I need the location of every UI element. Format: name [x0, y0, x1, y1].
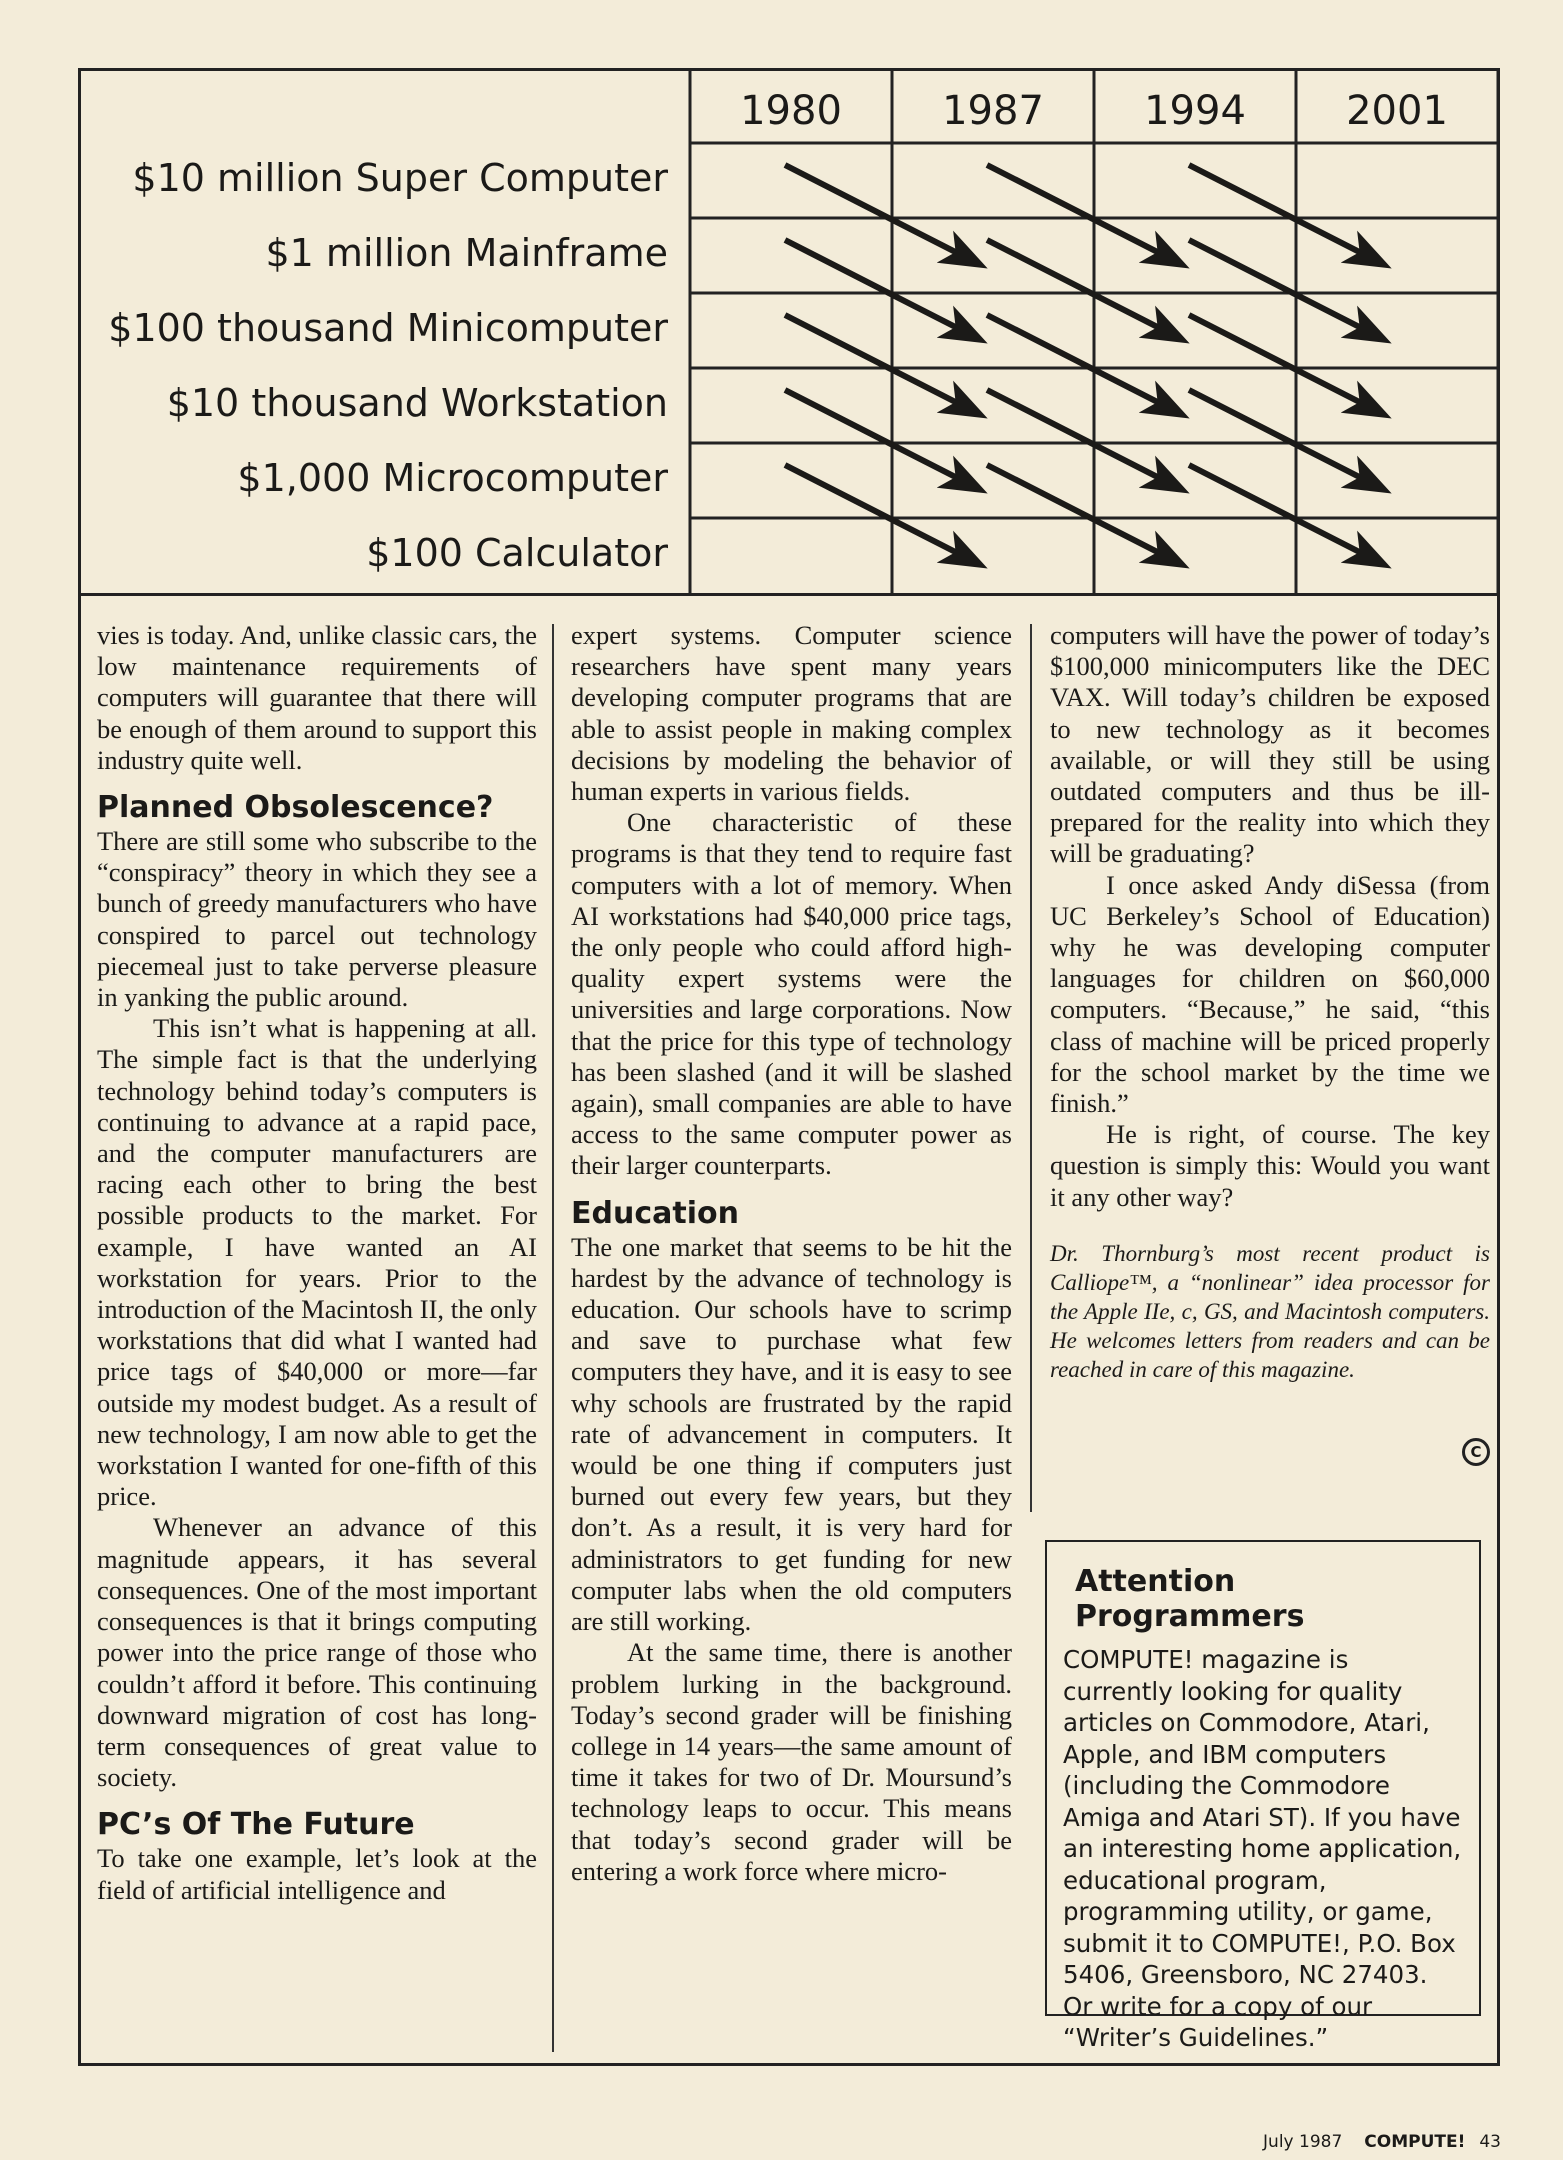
heading-education: Education — [571, 1195, 739, 1231]
paragraph: At the same time, there is another problem lurking in the background. Today’s second grader will be finishing college in 14 years—the same amount of time it takes for two of Dr. Moursund’s technology leaps to occur. This means that today’s second grader will be entering a work force where micro- — [571, 1637, 1012, 1886]
magazine-name: COMPUTE! — [1364, 2132, 1466, 2152]
author-bio: Dr. Thornburg’s most recent product is Calliope™, a “nonlinear” idea processor for the Apple IIe, c, GS, and Macintosh computers. He welcomes letters from readers and can be reached in care of this magazine. — [1050, 1240, 1490, 1382]
row-label: $10 million Super Computer — [132, 156, 668, 200]
paragraph: Whenever an advance of this magnitude appears, it has several consequences. One of the most important consequences is that it brings computing power into the price range of those who couldn’t afford it before. This continuing downward migration of cost has long-term consequences of great value to society. — [97, 1512, 537, 1793]
year-label: 2001 — [1346, 88, 1448, 134]
migration-arrow — [1189, 165, 1381, 263]
column-2 — [571, 620, 1012, 1887]
column-3 — [1050, 620, 1490, 1384]
row-label: $100 Calculator — [366, 531, 668, 575]
row-label: $10 thousand Workstation — [166, 381, 668, 425]
paragraph: computers will have the power of today’s $100,000 minicomputers like the DEC VAX. Will today’s children be exposed to new technology as it becomes available, or will they still be using outdated computers and thus be ill-prepared for the reality into which they will be graduating? — [1050, 620, 1490, 869]
migration-arrow — [1189, 315, 1381, 413]
paragraph: The one market that seems to be hit the hardest by the advance of technology is education. Our schools have to scrimp and save to purchase what few computers they have, and it is easy to see why schools are frustrated by the rapid rate of advancement in computers. It would be one thing if computers just burned out every few years, but they don’t. As a result, it is very hard for administrators to get funding for new computer labs when the old computers are still working. — [571, 1231, 1012, 1637]
migration-arrow — [987, 390, 1179, 488]
migration-arrow — [785, 165, 977, 263]
row-label: $1 million Mainframe — [265, 231, 668, 275]
paragraph: There are still some who subscribe to the “conspiracy” theory in which they see a bunch of greedy manufacturers who have conspired to parcel out technology piecemeal just to take perverse pleasure in yanking the public around. — [97, 826, 537, 1013]
paragraph: One characteristic of these programs is that they tend to require fast computers with a lot of memory. When AI workstations had $40,000 price tags, the only people who could afford high-quality expert systems were the universities and large corporations. Now that the price for this type of technology has been slashed (and it will be slashed again), small companies are able to have access to the same computer power as their larger counterparts. — [571, 807, 1012, 1181]
migration-arrow — [1189, 390, 1381, 488]
column-rule — [552, 624, 554, 2052]
end-mark-icon: C — [1462, 1438, 1490, 1466]
paragraph: He is right, of course. The key question is simply this: Would you want it any other way? — [1050, 1119, 1490, 1212]
paragraph: This isn’t what is happening at all. The simple fact is that the underlying technology behind today’s computers is continuing to advance at a rapid pace, and the computer manufacturers are racing each other to bring the best possible products to the market. For example, I have wanted an AI workstation for years. Prior to the introduction of the Macintosh II, the only workstations that did what I wanted had price tags of $40,000 or more—far outside my modest budget. As a result of new technology, I am now able to get the workstation I wanted for one-fifth of this price. — [97, 1013, 537, 1512]
paragraph: expert systems. Computer science researchers have spent many years developing computer programs that are able to assist people in making complex decisions by modeling the behavior of human experts in various fields. — [571, 620, 1012, 807]
migration-arrow — [1189, 240, 1381, 338]
attention-programmers-box — [1045, 1540, 1481, 2052]
year-label: 1987 — [942, 88, 1044, 134]
page-number: 43 — [1479, 2132, 1501, 2152]
paragraph: I once asked Andy diSessa (from UC Berkeley’s School of Education) why he was developing computer languages for children on $60,000 computers. “Because,” he said, “this class of machine will be priced properly for the school market by the time we finish.” — [1050, 869, 1490, 1119]
migration-arrow — [987, 465, 1179, 563]
migration-arrow — [987, 165, 1179, 263]
box-title: Attention Programmers — [1075, 1564, 1305, 1634]
issue-date: July 1987 — [1263, 2132, 1343, 2152]
chart-table — [78, 68, 1500, 596]
migration-arrow — [785, 390, 977, 488]
migration-arrow — [785, 240, 977, 338]
column-1 — [97, 620, 537, 1906]
column-rule — [1030, 624, 1032, 1512]
migration-arrow — [1189, 465, 1381, 563]
migration-arrow — [785, 465, 977, 563]
year-label: 1994 — [1144, 88, 1246, 134]
paragraph: To take one example, let’s look at the field of artificial intelligence and — [97, 1843, 537, 1905]
heading-pcs-of-the-future: PC’s Of The Future — [97, 1807, 415, 1843]
migration-arrow — [987, 240, 1179, 338]
row-label: $100 thousand Minicomputer — [108, 306, 668, 350]
heading-planned-obsolescence: Planned Obsolescence? — [97, 790, 494, 826]
migration-arrow — [987, 315, 1179, 413]
migration-arrow — [785, 315, 977, 413]
page-footer — [1263, 2132, 1501, 2152]
year-label: 1980 — [740, 88, 842, 134]
paragraph: vies is today. And, unlike classic cars, the low maintenance requirements of computers will guarantee that there will be enough of them around to support this industry quite well. — [97, 620, 537, 775]
row-label: $1,000 Microcomputer — [237, 456, 668, 500]
box-body: COMPUTE! magazine is currently looking for quality articles on Commodore, Atari, Apple, and IBM computers (including the Commodore Amiga and Atari ST). If you have an interesting home application, educational program, programming utility, or game, submit it to COMPUTE!, P.O. Box 5406, Greensboro, NC 27403. Or write for a copy of our “Writer’s Guidelines.” — [1063, 1645, 1462, 2052]
